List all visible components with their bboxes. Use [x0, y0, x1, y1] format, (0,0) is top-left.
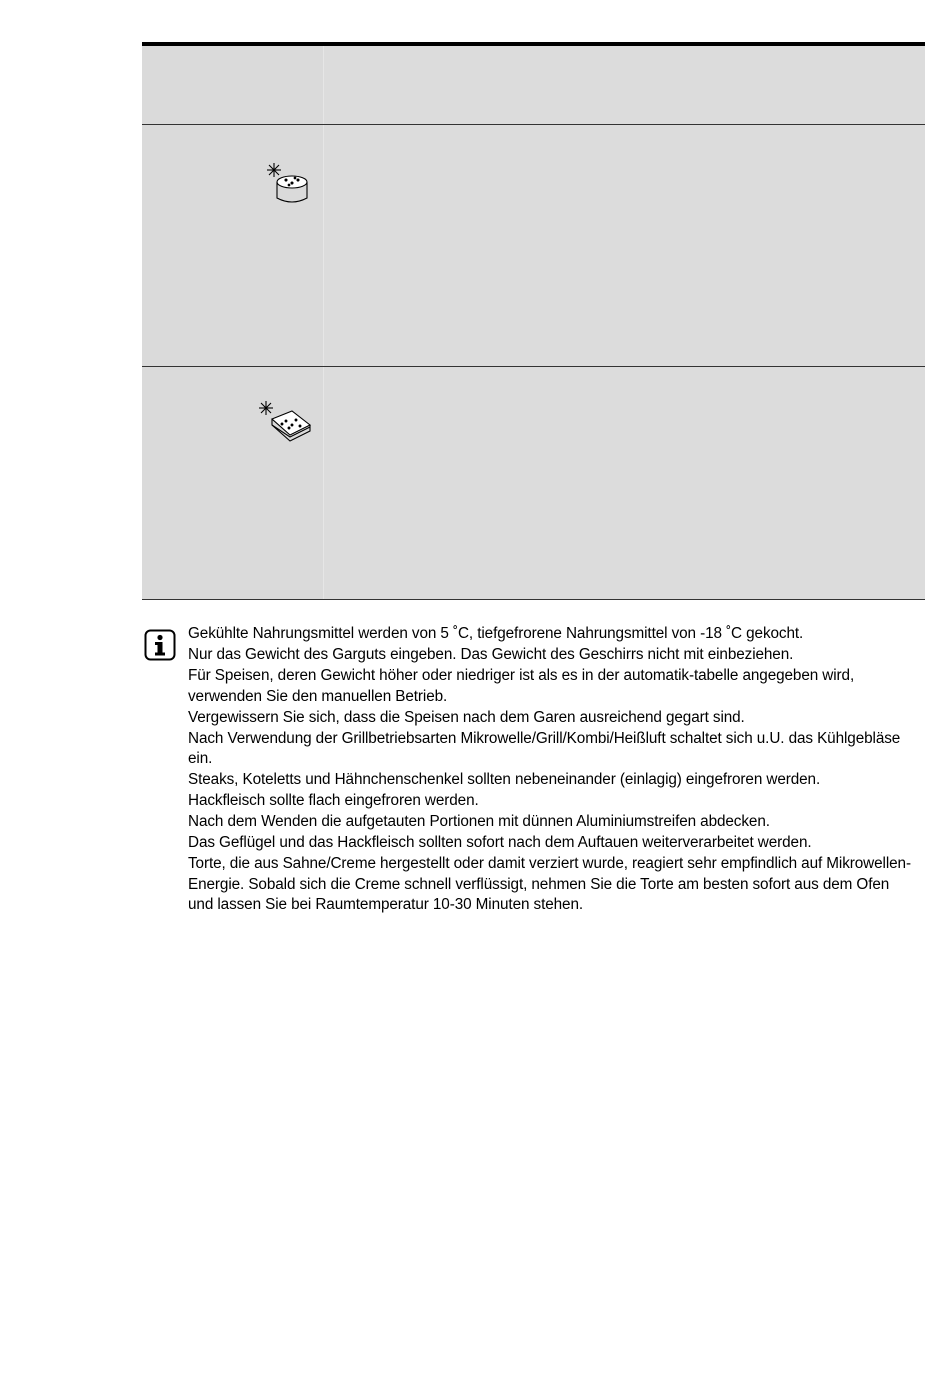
table-cell: [142, 367, 324, 599]
note-item: Vergewissern Sie sich, dass die Speisen nach dem Garen ausreichend gegart sind.: [188, 708, 745, 726]
table-cell: [324, 46, 925, 124]
note-item: Torte, die aus Sahne/Creme hergestellt oder damit verziert wurde, reagiert sehr empfindlich auf Mikrowellen-Energie. Sobald sich die Creme schnell verflüssigt, nehmen Sie die Torte am besten sofort aus dem Ofen und lassen Sie bei Raumtemperatur 10-30 Minuten stehen.: [188, 855, 911, 913]
table-cell: [142, 46, 324, 124]
frozen-cake-icon: [264, 161, 312, 207]
table-cell: [142, 125, 324, 366]
note-item: Nach Verwendung der Grillbetriebsarten Mikrowelle/Grill/Kombi/Heißluft schaltet sich u.U. das Kühlgebläse ein.: [188, 729, 901, 767]
notes-list: [188, 624, 918, 916]
note-item: Hackfleisch sollte flach eingefroren werden.: [188, 792, 479, 809]
frozen-bread-icon: [256, 399, 314, 445]
table-header-row: [142, 46, 925, 125]
table-cell: [324, 367, 925, 599]
note-item: Gekühlte Nahrungsmittel werden von 5 ˚C, tiefgefrorene Nahrungsmittel von -18 ˚C gekocht.: [188, 625, 804, 642]
table-cell: [324, 125, 925, 366]
info-icon: [144, 629, 176, 661]
note-item: Das Geflügel und das Hackfleisch sollten sofort nach dem Auftauen weiterverarbeitet werden.: [188, 834, 812, 851]
note-item: Nur das Gewicht des Garguts eingeben. Das Gewicht des Geschirrs nicht mit einbeziehen.: [188, 646, 794, 663]
table-row-frozen-bread: [142, 367, 925, 600]
note-item: Steaks, Koteletts und Hähnchenschenkel sollten nebeneinander (einlagig) eingefroren werden.: [188, 771, 821, 788]
note-item: Für Speisen, deren Gewicht höher oder niedriger ist als es in der automatik-tabelle angegeben wird, verwenden Sie den manuellen Betrieb.: [188, 667, 855, 705]
note-item: Nach dem Wenden die aufgetauten Portionen mit dünnen Aluminiumstreifen abdecken.: [188, 813, 770, 830]
table-row-frozen-cake: [142, 125, 925, 367]
